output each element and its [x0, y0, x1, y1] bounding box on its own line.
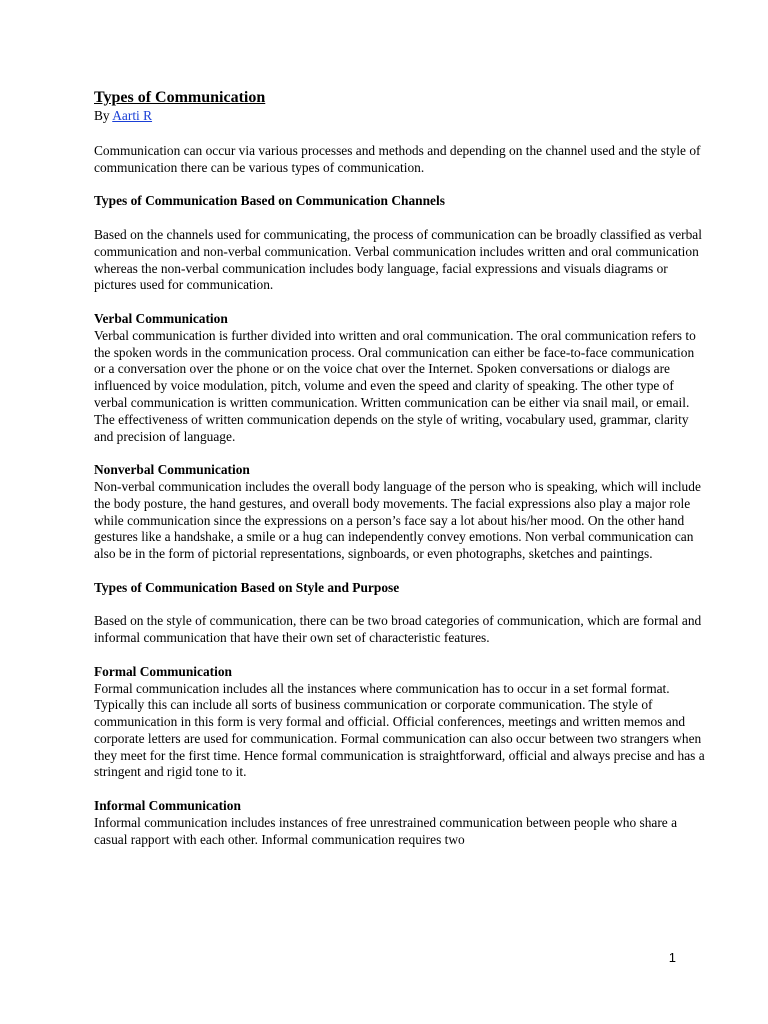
page-number: 1: [668, 950, 676, 965]
section-heading-channels: Types of Communication Based on Communication Channels: [94, 193, 445, 209]
author-link[interactable]: Aarti R: [112, 108, 153, 123]
verbal-paragraph: Verbal communication is further divided into written and oral communication. The oral communication refers to the spoken words in the communication process. Oral communication can either be face-to-face communication or a conversation over the phone or on the voice chat over the Internet. Spoken conversations or dialogs are influenced by voice modulation, pitch, volume and even the speed and clarity of speaking. The other type of verbal communication is written communication. Written communication can be either via snail mail, or email. The effectiveness of written communication depends on the style of writing, vocabulary used, grammar, clarity and precision of language.: [94, 327, 696, 444]
informal-paragraph: Informal communication includes instances of free unrestrained communication between people who share a casual rapport with each other. Informal communication requires two: [94, 814, 678, 847]
document-title: Types of Communication: [94, 89, 266, 106]
nonverbal-heading: Nonverbal Communication: [94, 462, 250, 478]
by-prefix: By: [94, 108, 113, 123]
byline: [94, 107, 708, 124]
formal-paragraph: Formal communication includes all the instances where communication has to occur in a set formal format. Typically this can include all sorts of business communication or corporate communication. The style of communication in this form is very formal and official. Official conferences, meetings and written memos and corporate letters are used for communication. Formal communication can also occur between two strangers when they meet for the first time. Hence formal communication is straightforward, official and always precise and has a stringent and rigid tone to it.: [94, 680, 705, 780]
style-paragraph: Based on the style of communication, there can be two broad categories of communication, which are formal and informal communication that have their own set of characteristic features.: [94, 613, 702, 646]
verbal-heading: Verbal Communication: [94, 310, 228, 326]
section-heading-style: Types of Communication Based on Style and Purpose: [94, 579, 400, 595]
nonverbal-paragraph: Non-verbal communication includes the overall body language of the person who is speaking, which will include the body posture, the hand gestures, and overall body movements. The facial expressions also play a major role while communication since the expressions on a person’s face say a lot about his/her mood. On the other hand gestures like a handshake, a smile or a hug can independently convey emotions. Non verbal communication can also be in the form of pictorial representations, signboards, or even photographs, sketches and paintings.: [94, 478, 701, 562]
intro-paragraph: Communication can occur via various processes and methods and depending on the channel used and the style of communication there can be various types of communication.: [94, 143, 701, 175]
formal-heading: Formal Communication: [94, 663, 232, 679]
channels-paragraph: Based on the channels used for communicating, the process of communication can be broadly classified as verbal communication and non-verbal communication. Verbal communication includes written and oral communication whereas the non-verbal communication includes body language, facial expressions and visuals diagrams or pictures used for communication.: [94, 226, 702, 293]
informal-heading: Informal Communication: [94, 798, 241, 814]
